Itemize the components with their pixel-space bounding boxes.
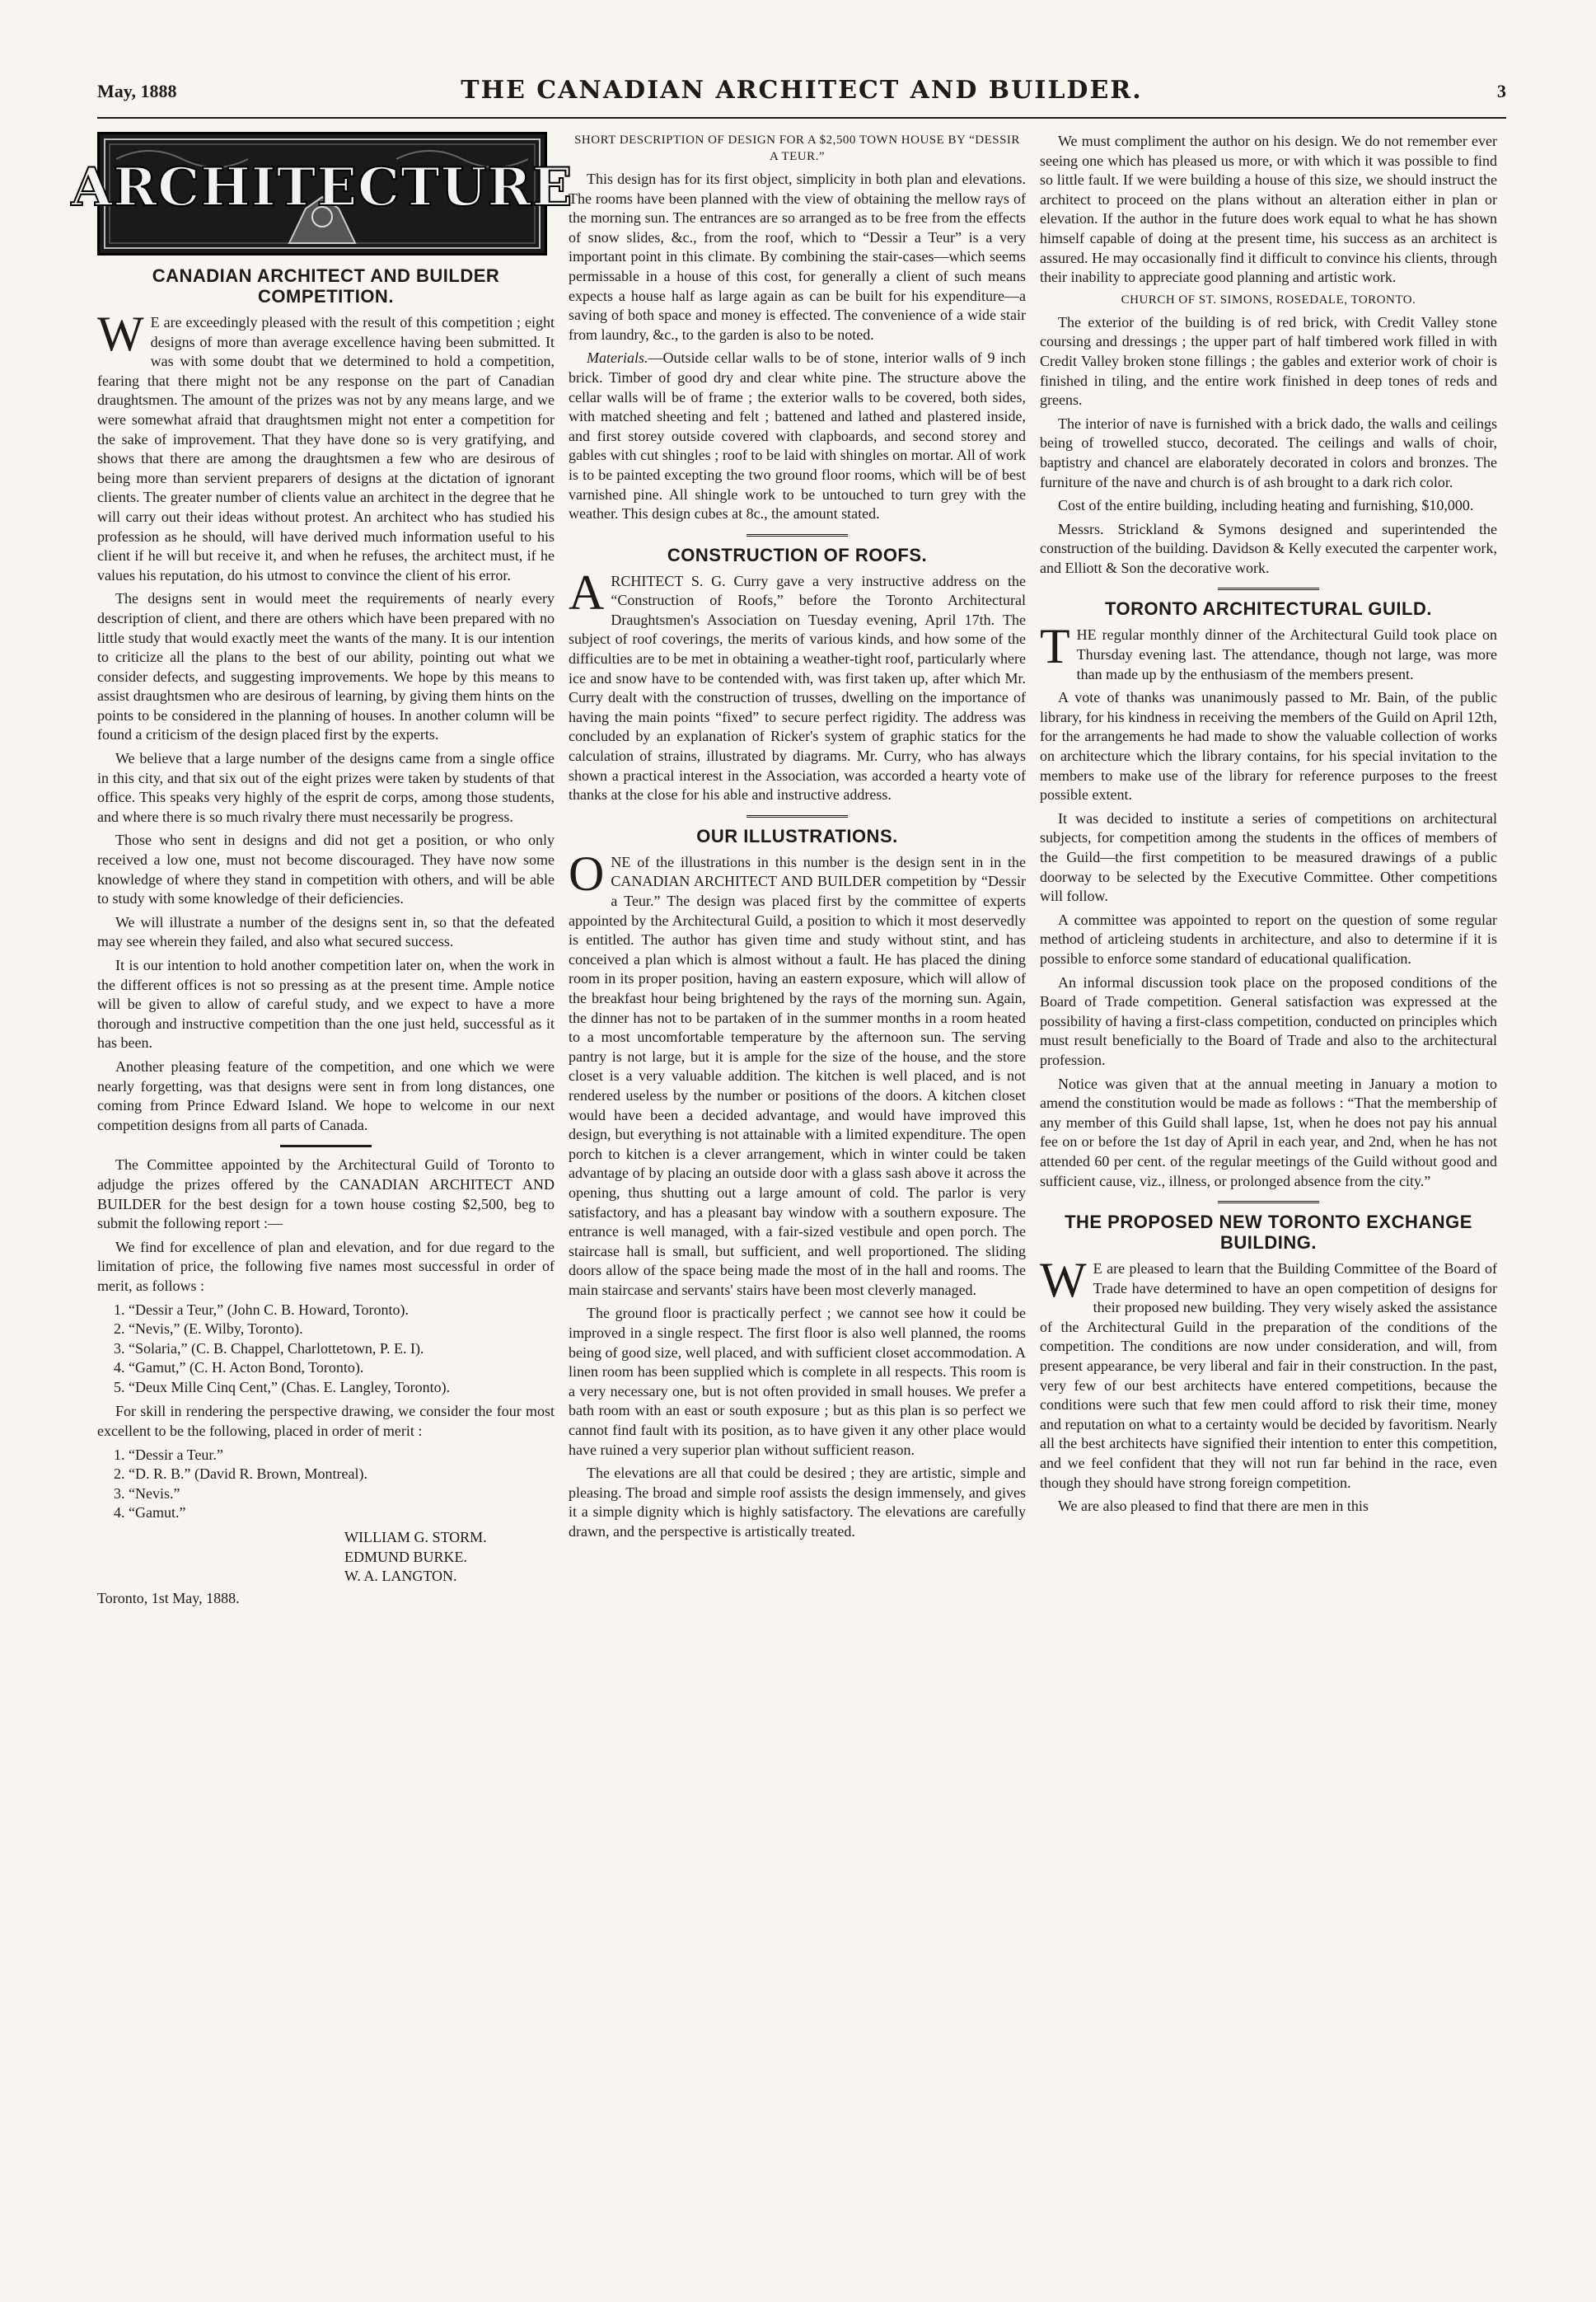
column-3 <box>1040 132 1497 2291</box>
illustrations-paragraph: The elevations are all that could be desired ; they are artistic, simple and pleasing. The broad and simple roof assists the design immensely, and gives it a simple dignity which is highly satisfactory. The elevations are carefully drawn, and the perspective is artistically treated. <box>569 1465 1026 1540</box>
church-paragraph: Messrs. Strickland & Symons designed and superintended the construction of the building. Davidson & Kelly executed the carpenter work, and Elliott & Son the decorative work. <box>1040 520 1497 576</box>
architecture-banner <box>71 132 573 256</box>
perspective-item: 1. “Dessir a Teur.” <box>129 1446 555 1465</box>
guild-heading: TORONTO ARCHITECTURAL GUILD. <box>1105 598 1432 620</box>
roofs-paragraph: ARCHITECT S. G. Curry gave a very instructive address on the “Construction of Roofs,” before the Toronto Architectural Draughtsmen's Association on Tuesday evening, April 17th. The subject of roof coverings, the merits of various kinds, and how some of the difficulties are to be met in obtaining a weather-tight roof, particularly where ice and snow have to be contended with, was first taken up, after which Mr. Curry dealt with the construction of trusses, dwelling on the importance of having the main points “fixed” to secure perfect rigidity. The address was concluded by an explanation of Ricker's system of graphic statics for the calculation of strains, illustrated by diagrams. Mr. Curry, who has always shown a practical interest in the Association, was accorded a hearty vote of thanks at the close for his able and instructive address. <box>569 565 1026 804</box>
merit-item: 5. “Deux Mille Cinq Cent,” (Chas. E. Langley, Toronto). <box>129 1378 555 1398</box>
guild-paragraph: An informal discussion took place on the proposed conditions of the Board of Trade competition. General satisfaction was expressed at the possibility of having a first-class competition, conducted on principles which must result beneficially to the Board of Trade and also to the architectural profession. <box>1040 973 1497 1068</box>
guild-paragraph: It was decided to institute a series of competitions on architectural subjects, for competition among the students in the offices of members of the Guild—the first competition to be measured drawings of a public doorway to be selected by the Executive Committee. Other competitions will follow. <box>1040 809 1497 905</box>
exchange-paragraph: W E are pleased to learn that the Building Committee of the Board of Trade have determined to have an open competition of designs for their proposed new building. They very wisely asked the assistance of the Architectural Guild in the preparation of the conditions of the competition. The conditions are now under consideration, and will, from present appearance, be very liberal and fair in their construction. In the past, very few of our best architects have entered competitions, because the conditions were such that few men could afford to risk their time, money and reputation on what to a certainty would be decided by favoritism. Nearly all the best architects have signified their intention to enter this competition, and we feel confident that they will not run far behind in the race, even though they should have strong foreign competition. <box>1040 1253 1497 1491</box>
section-divider <box>747 815 847 818</box>
illustrations-paragraph: ONE of the illustrations in this number is the design sent in in the CANADIAN ARCHITECT AND BUILDER competition by “Dessir a Teur.” The design was placed first by the committee of experts appointed by the Architectural Guild, a position to which it most deservedly is entitled. The author has given time and study without stint, and has conceived a plan which is almost without a fault. He has placed the dining room in its proper position, having an eastern exposure, which will allow of the breakfast hour being brightened by the rays of the morning sun. Again, the dinner has not to be partaken of in the summer months in a room heated to a most uncomfortable temperature by the afternoon sun. The serving pantry is not large, but it is ample for the size of the house, and the store closet is a very valuable addition. The kitchen is well placed, and is not rendered useless by the number or positions of the doors. A kitchen closet would have been a decided advantage, and would have improved this design, but everything is not attainable with a limited expenditure. The open porch to kitchen is a clever arrangement, which in winter could be taken advantage of by placing an outside door with a glass sash above it across the opening, thus shutting out a large amount of cold. The parlor is very satisfactory, and has a pleasant bay window with a southern exposure. The entrance is well managed, with a fair-sized vestibule and open porch. The staircase hall is small, but sufficient, and well proportioned. The sliding doors allow of the space being made the most of in the hall and rooms. The main staircase and servants' stairs have been most cleverly managed. <box>569 846 1026 1298</box>
committee-paragraph: We find for excellence of plan and elevation, and for due regard to the limitation of price, the following five names most successful in order of merit, as follows : <box>97 1238 555 1294</box>
design-heading: SHORT DESCRIPTION OF DESIGN FOR A $2,500 TOWN HOUSE BY “DESSIR A TEUR.” <box>574 134 1020 163</box>
exchange-paragraph: We are also pleased to find that there are men in this <box>1058 1498 1369 1515</box>
section-divider <box>747 534 847 537</box>
roofs-heading: CONSTRUCTION OF ROOFS. <box>667 544 928 565</box>
drop-cap: W <box>1040 1253 1087 1308</box>
illustrations-paragraph: The ground floor is practically perfect ; we cannot see how it could be improved in a single respect. The first floor is also well planned, the rooms being of good size, well placed, and with sufficient closet accommodation. A linen room has been supplied which is complete in all respects. This room is a very necessary one, but is not often provided in small houses. We prefer a bath room with an east or south exposure ; but as this plan is so perfect we cannot find fault with its position, as to have given it any other place would have ruined a very superior plan without sufficient reason. <box>569 1305 1026 1458</box>
merit-item: 4. “Gamut,” (C. H. Acton Bond, Toronto). <box>129 1358 555 1378</box>
merit-item: 1. “Dessir a Teur,” (John C. B. Howard, Toronto). <box>129 1301 555 1320</box>
illustrations-heading: OUR ILLUSTRATIONS. <box>696 825 898 846</box>
merit-item: 2. “Nevis,” (E. Wilby, Toronto). <box>129 1320 555 1339</box>
guild-paragraph: A vote of thanks was unanimously passed to Mr. Bain, of the public library, for his kindness in receiving the members of the Guild on April 12th, for the arrangements he had made to show the valuable collection of works on architecture which the library contains, for his special invitation to the members to make use of the library for reference purposes to the freest possible extent. <box>1040 689 1497 804</box>
church-paragraph: The exterior of the building is of red brick, with Credit Valley stone coursing and dressings ; the upper part of half timbered work filled in with Credit Valley broken stone fillings ; the gables and exterior work of choir is finished in tiling, and the entire work finished in deep tones of reds and greens. <box>1040 313 1497 409</box>
banner-title: ARCHITECTURE <box>71 157 573 218</box>
section-divider <box>280 1145 372 1147</box>
competition-heading: CANADIAN ARCHITECT AND BUILDER COMPETITION. <box>152 265 500 307</box>
committee-paragraph: For skill in rendering the perspective drawing, we consider the four most excellent to be the following, placed in order of merit : <box>97 1403 555 1440</box>
drop-cap: O <box>569 846 605 901</box>
perspective-item: 4. “Gamut.” <box>129 1503 555 1523</box>
exchange-heading: THE PROPOSED NEW TORONTO EXCHANGE BUILDING. <box>1065 1212 1472 1254</box>
column-2 <box>569 132 1026 2291</box>
perspective-item: 2. “D. R. B.” (David R. Brown, Montreal). <box>129 1465 555 1484</box>
design-paragraph: This design has for its first object, simplicity in both plan and elevations. The rooms have been planned with the view of obtaining the mellow rays of the morning sun. The entrances are so arranged as to be free from the effects of snow slides, &c., from the roof, which to “Dessir a Teur” is a very important point in this climate. By combining the stair-cases—which seems permissable in a house of this cost, for generally a client of such means expects a house half as large again as can be built for his expenditure—a saving of both space and money is effected. The convenience of a wide stair from laundry, &c., to the garden is also to be noted. <box>569 171 1026 343</box>
merit-item: 3. “Solaria,” (C. B. Chappel, Charlottetown, P. E. I). <box>129 1339 555 1359</box>
guild-paragraph: THE regular monthly dinner of the Architectural Guild took place on Thursday evening last. The attendance, though not large, was more than made up by the enthusiasm of the members present. <box>1040 619 1497 682</box>
competition-paragraph: The designs sent in would meet the requirements of nearly every description of client, and there are others which have been prepared with no little study that would exactly meet the wants of the many. It is our intention to criticize all the plans to the best of our ability, pointing out what we consider defects, and suggesting improvements. We hope by this means to assist draughtsmen who are desirous of learning, by giving them hints on the points to be considered in the planning of houses. In another column will be found a criticism of the design placed first by the experts. <box>97 590 555 743</box>
materials-label: Materials. <box>587 349 648 367</box>
publication-title: THE CANADIAN ARCHITECT AND BUILDER. <box>461 76 1143 105</box>
drop-cap: W <box>97 307 144 361</box>
church-paragraph: The interior of nave is furnished with a brick dado, the walls and ceilings being of trowelled stucco, decorated. The ceilings and walls of choir, baptistry and chancel are elaborately decorated in colors and bronzes. The furniture of the nave and church is of ash brought to a dark rich color. <box>1040 415 1497 490</box>
competition-paragraph: We will illustrate a number of the designs sent in, so that the defeated may see wherein they failed, and also what secured success. <box>97 913 555 950</box>
perspective-item: 3. “Nevis.” <box>129 1484 555 1504</box>
competition-paragraph: We believe that a large number of the designs came from a single office in this city, and that six out of the eight prizes were taken by students of that office. This speaks very highly of the esprit de corps, among those students, and where there is so much rivalry there must necessarily be progress. <box>97 750 555 825</box>
competition-paragraph: Another pleasing feature of the competition, and one which we were nearly forgetting, was that designs were sent in from long distances, one coming from Prince Edward Island. We hope to welcome in our next competition designs from all parts of Canada. <box>97 1057 555 1133</box>
signature: EDMUND BURKE. <box>344 1548 468 1565</box>
column-1 <box>71 132 573 2291</box>
guild-paragraph: Notice was given that at the annual meeting in January a motion to amend the constitution would be made as follows : “That the membership of any member of this Guild shall lapse, 1st, when he does not pay his annual fee on or before the 1st day of April in each year, and 2nd, when he has not attended 60 per cent. of the regular meetings of the Guild without good and sufficient cause, viz., illness, or prolonged absence from the city.” <box>1040 1075 1497 1189</box>
page-number: 3 <box>1497 81 1506 101</box>
issue-date: May, 1888 <box>97 81 177 101</box>
dateline: Toronto, 1st May, 1888. <box>97 1589 240 1606</box>
guild-paragraph: A committee was appointed to report on the question of some regular method of articleing students in architecture, and also to determine if it is possible to enforce some standard of educational qualification. <box>1040 911 1497 967</box>
masthead <box>97 76 1506 119</box>
illustrations-paragraph: We must compliment the author on his design. We do not remember ever seeing one which has pleased us more, or with which it was possible to find so little fault. If we were building a house of this size, we should instruct the architect to proceed on the plans without an alteration either in plan or elevation. If the author in the future does work equal to what he has shown himself capable of doing at the present time, his success as an architect is assured. He may occasionally find it difficult to convince his clients, through their inability to appreciate good planning and artistic work. <box>1040 133 1497 286</box>
design-paragraph: Materials.—Outside cellar walls to be of stone, interior walls of 9 inch brick. Timber of good dry and clear white pine. The structure above the cellar walls will be of frame ; the exterior walls to be covered, both sides, with matched sheeting and felt ; battened and lathed and plastered inside, and first storey outside covered with clapboards, and second storey and gables with cut shingles ; roof to be laid with shingles on mortar. All of work is to be painted excepting the two ground floor rooms, which will be of best varnished pine. All shingle work to be untouched to turn grey with the weather. This design cubes at 8c., the amount stated. <box>569 349 1026 523</box>
section-divider <box>1218 1201 1318 1203</box>
competition-paragraph: W E are exceedingly pleased with the result of this competition ; eight designs of more than average excellence having been submitted. It was with some doubt that we determined to hold a competition, fearing that there might not be any response on the part of Canadian draughtsmen. The amount of the prizes was not by any means large, and we were somewhat afraid that draughtsmen might not enter a competition for the sake of improvement. That they have done so is very gratifying, and shows that there are among the draughtsmen a few who are desirous of being more than servient preparers of designs at the dictation of ignorant clients. The greater number of clients value an architect in the degree that he will carry out their ideas without protest. An architect who has studied his profession as he should, will have derived much information useful to his client if he will but receive it, and when he refuses, the architect must, if he values his reputation, do his utmost to convince the client of his error. <box>97 307 555 584</box>
signature: WILLIAM G. STORM. <box>344 1529 487 1546</box>
perspective-list <box>97 1446 555 1523</box>
merit-list <box>97 1301 555 1398</box>
committee-paragraph: The Committee appointed by the Architectural Guild of Toronto to adjudge the prizes offered by the CANADIAN ARCHITECT AND BUILDER for the best design for a town house costing $2,500, beg to submit the following report :— <box>97 1156 555 1232</box>
drop-cap: A <box>569 565 605 620</box>
section-divider <box>1218 588 1318 590</box>
signature: W. A. LANGTON. <box>344 1568 457 1585</box>
competition-paragraph: It is our intention to hold another competition later on, when the work in the different offices is not so pressing as at the present time. Ample notice will be given to allow of careful study, and we expect to have a more thorough and instructive competition than the one just held, successful as it has been. <box>97 957 555 1052</box>
church-heading: CHURCH OF ST. SIMONS, ROSEDALE, TORONTO. <box>1121 293 1416 307</box>
church-paragraph: Cost of the entire building, including heating and furnishing, $10,000. <box>1058 497 1474 514</box>
competition-paragraph: Those who sent in designs and did not get a position, or who only received a low one, must not become discouraged. They have now some knowledge of where they stand in competition with others, and will be able to study with some knowledge of their deficiencies. <box>97 832 555 907</box>
drop-cap: T <box>1040 619 1070 674</box>
